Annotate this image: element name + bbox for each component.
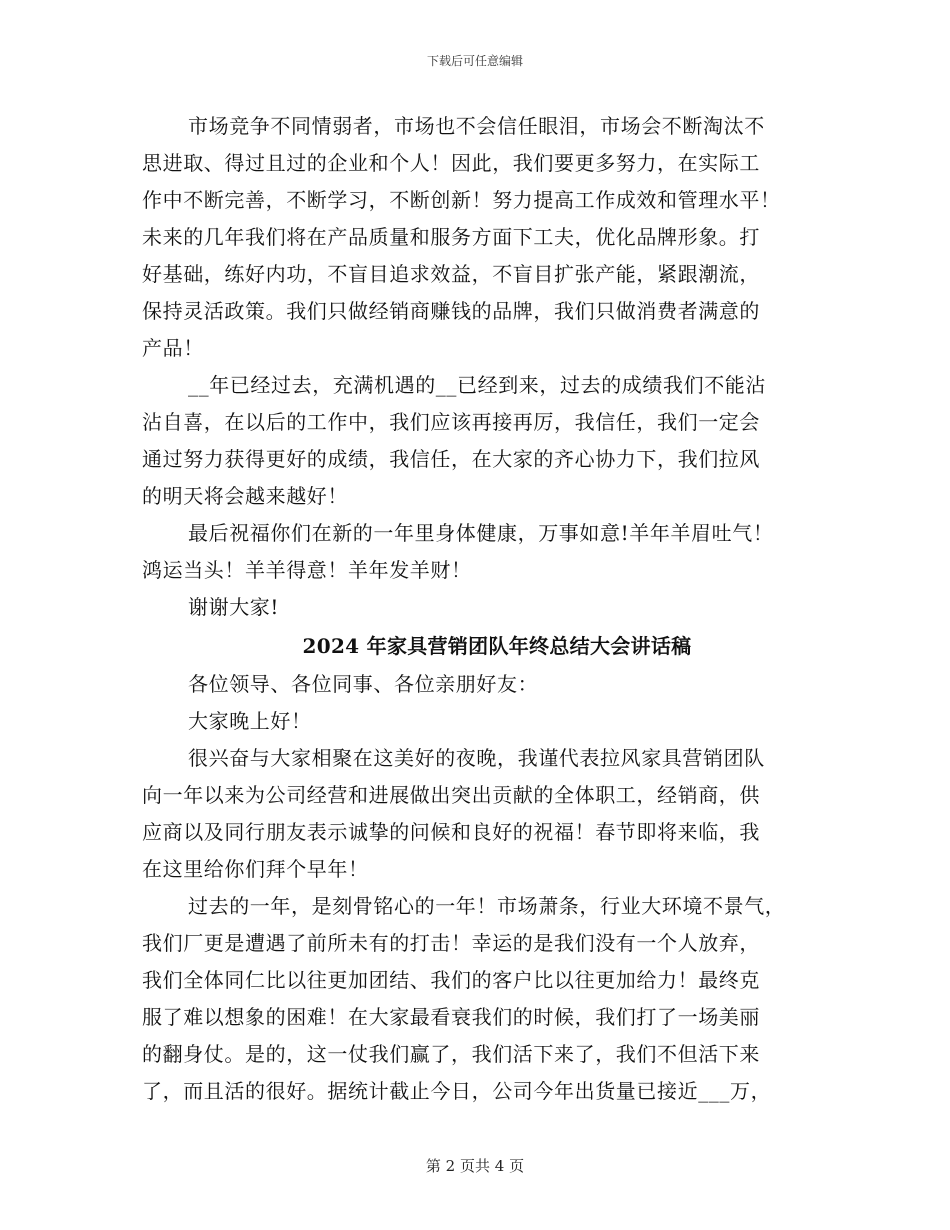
- paragraph-line: 服了难以想象的困难！在大家最看衰我们的时候，我们打了一场美丽: [142, 1005, 760, 1029]
- paragraph-line: 好基础，练好内功，不盲目追求效益，不盲目扩张产能，紧跟潮流，: [142, 262, 760, 286]
- paragraph-line: 应商以及同行朋友表示诚挚的问候和良好的祝福！春节即将来临，我: [142, 820, 760, 844]
- paragraph-line: 我们全体同仁比以往更加团结、我们的客户比以往更加给力！最终克: [142, 968, 760, 992]
- paragraph-line: 通过努力获得更好的成绩，我信任，在大家的齐心协力下，我们拉风: [142, 447, 760, 471]
- paragraph-line: 在这里给你们拜个早年！: [142, 857, 369, 881]
- paragraph-line: 思进取、得过且过的企业和个人！因此，我们要更多努力，在实际工: [142, 151, 760, 175]
- paragraph-line: __年已经过去，充满机遇的__已经到来，过去的成绩我们不能沾: [188, 373, 766, 397]
- document-body: [142, 108, 812, 1110]
- paragraph-line: 的翻身仗。是的，这一仗我们赢了，我们活下来了，我们不但活下来: [142, 1042, 760, 1066]
- greeting-line: 大家晚上好！: [188, 709, 312, 733]
- paragraph-line: 过去的一年，是刻骨铭心的一年！市场萧条，行业大环境不景气，: [188, 894, 786, 918]
- paragraph-line: 我们厂更是遭遇了前所未有的打击！幸运的是我们没有一个人放弃，: [142, 931, 760, 955]
- paragraph-line: 市场竞争不同情弱者，市场也不会信任眼泪，市场会不断淘汰不: [188, 114, 765, 138]
- document-title: 2024 年家具营销团队年终总结大会讲话稿: [302, 634, 692, 658]
- paragraph-line: 保持灵活政策。我们只做经销商赚钱的品牌，我们只做消费者满意的: [142, 299, 760, 323]
- paragraph-line: 沾自喜，在以后的工作中，我们应该再接再厉，我信任，我们一定会: [142, 410, 760, 434]
- paragraph-line: 作中不断完善，不断学习，不断创新！努力提高工作成效和管理水平！: [142, 188, 781, 212]
- page-header: 下载后可任意编辑: [426, 54, 523, 68]
- salutation-line: 各位领导、各位同事、各位亲朋好友：: [188, 672, 539, 696]
- paragraph-line: 未来的几年我们将在产品质量和服务方面下工夫，优化品牌形象。打: [142, 225, 760, 249]
- paragraph-line: 向一年以来为公司经营和进展做出突出贡献的全体职工，经销商，供: [142, 783, 760, 807]
- paragraph-line: 谢谢大家!: [188, 595, 280, 619]
- page-number: 第 2 页共 4 页: [425, 1157, 525, 1175]
- paragraph-line: 产品！: [142, 336, 204, 360]
- paragraph-line: 最后祝福你们在新的一年里身体健康，万事如意!羊年羊眉吐气！: [188, 521, 774, 545]
- paragraph-line: 的明天将会越来越好！: [142, 484, 348, 508]
- paragraph-line: 鸿运当头！羊羊得意！羊年发羊财！: [142, 558, 472, 582]
- paragraph-line: 了，而且活的很好。据统计截止今日，公司今年出货量已接近___万，: [142, 1079, 772, 1103]
- paragraph-line: 很兴奋与大家相聚在这美好的夜晚，我谨代表拉风家具营销团队: [188, 746, 765, 770]
